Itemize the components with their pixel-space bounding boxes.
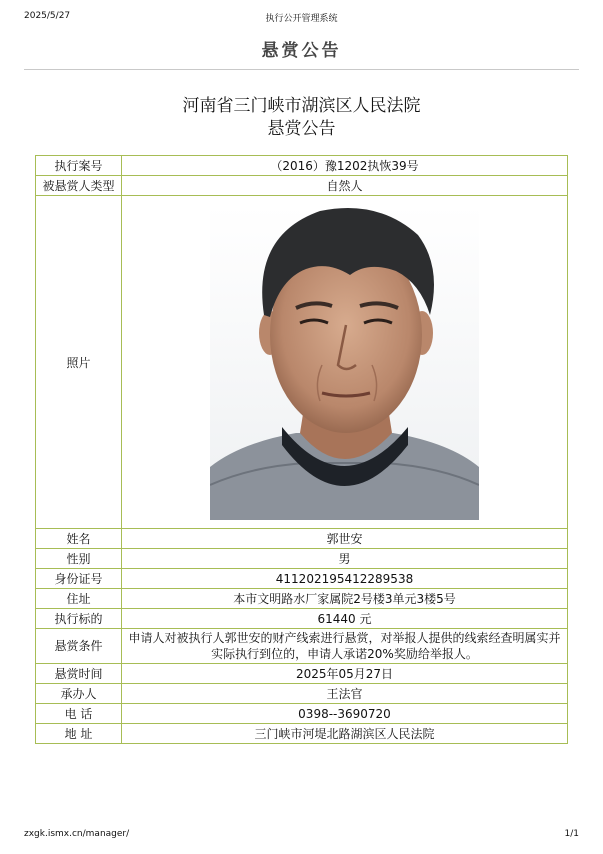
row-subject-type [36,176,568,196]
label-address: 住址 [36,589,122,609]
row-gender [36,549,568,569]
value-gender: 男 [122,549,568,569]
label-name: 姓名 [36,529,122,549]
row-conditions [36,629,568,664]
footer-url: zxgk.ismx.cn/manager/ [24,829,130,839]
title-divider [24,69,579,70]
value-conditions: 申请人对被执行人郭世安的财产线索进行悬赏，对举报人提供的线索经查明属实并实际执行到位的，申请人承诺20%奖励给举报人。 [122,629,568,664]
value-time: 2025年05月27日 [122,664,568,684]
label-amount: 执行标的 [36,609,122,629]
value-address: 本市文明路水厂家属院2号楼3单元3楼5号 [122,589,568,609]
label-time: 悬赏时间 [36,664,122,684]
label-case-no: 执行案号 [36,156,122,176]
row-address [36,589,568,609]
row-case-no [36,156,568,176]
page-number: 1/1 [564,829,579,839]
label-id-no: 身份证号 [36,569,122,589]
print-date: 2025/5/27 [24,11,71,21]
label-handler: 承办人 [36,684,122,704]
row-court-address [36,724,568,744]
label-gender: 性别 [36,549,122,569]
value-case-no: （2016）豫1202执恢39号 [122,156,568,176]
row-phone [36,704,568,724]
person-photo [210,205,479,520]
row-id-no [36,569,568,589]
value-court-address: 三门峡市河堤北路湖滨区人民法院 [122,724,568,744]
label-photo: 照片 [36,196,122,529]
row-name [36,529,568,549]
page-title: 悬赏公告 [261,41,342,61]
value-subject-type: 自然人 [122,176,568,196]
label-court-address: 地 址 [36,724,122,744]
row-amount [36,609,568,629]
value-handler: 王法官 [122,684,568,704]
reward-notice-table [35,155,568,744]
label-conditions: 悬赏条件 [36,629,122,664]
value-amount: 61440 元 [122,609,568,629]
photo-cell [122,196,568,529]
row-photo [36,196,568,529]
value-id-no: 411202195412289538 [122,569,568,589]
value-name: 郭世安 [122,529,568,549]
row-handler [36,684,568,704]
row-time [36,664,568,684]
notice-subtitle: 悬赏公告 [267,119,336,139]
value-phone: 0398--3690720 [122,704,568,724]
label-phone: 电 话 [36,704,122,724]
court-name: 河南省三门峡市湖滨区人民法院 [182,96,421,116]
label-subject-type: 被悬赏人类型 [36,176,122,196]
system-title: 执行公开管理系统 [265,14,338,24]
